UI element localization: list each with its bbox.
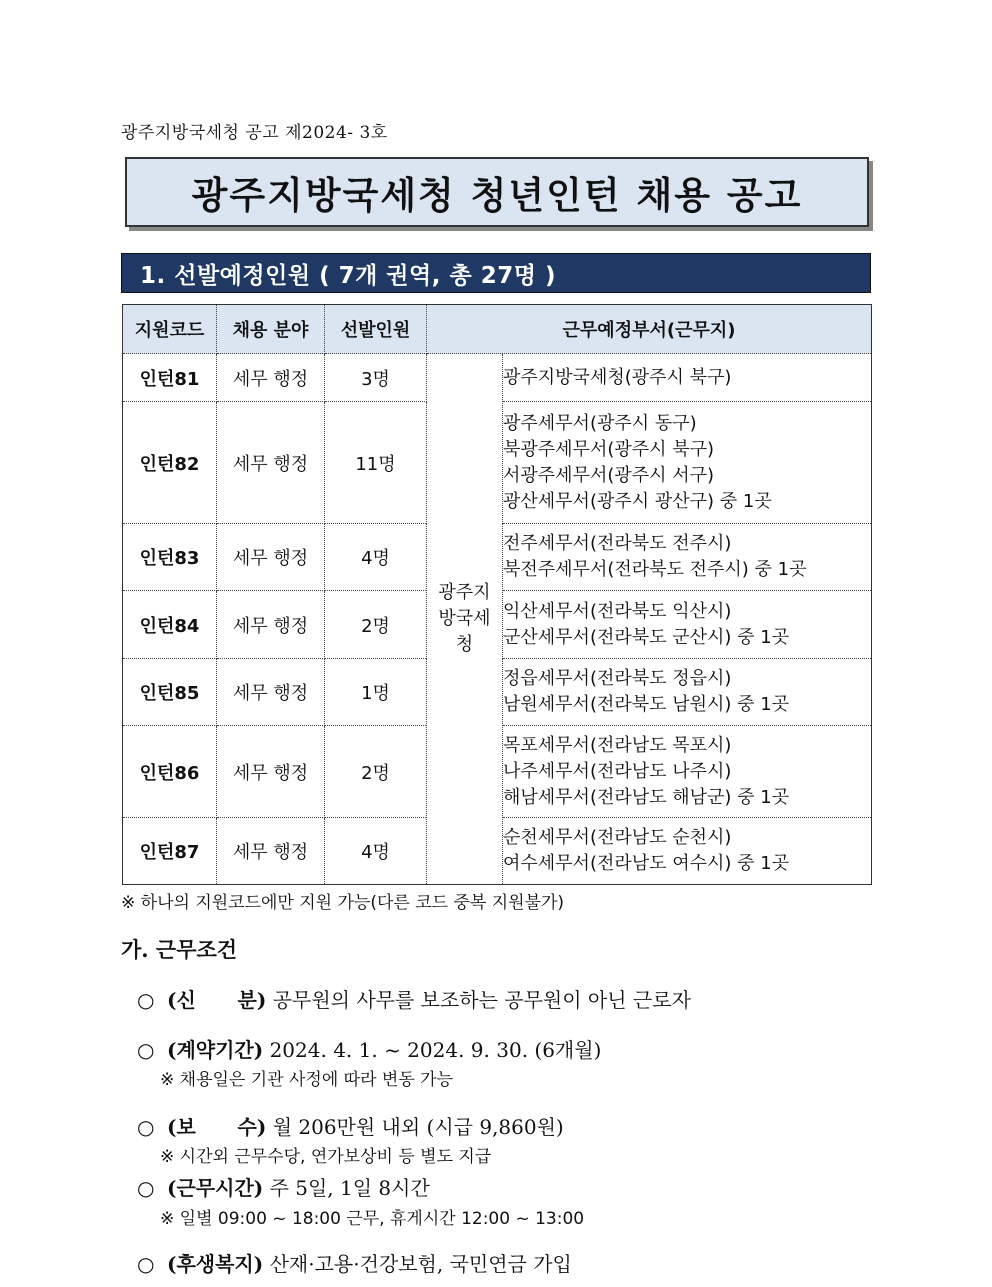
condition-welfare (137, 1248, 572, 1277)
condition-period (137, 1034, 601, 1063)
table-note: ※ 하나의 지원코드에만 지원 가능(다른 코드 중복 지원불가) (121, 893, 565, 913)
office-cell (427, 354, 503, 885)
row-code: 인턴85 (123, 659, 217, 726)
row-field: 세무 행정 (217, 659, 325, 726)
row-field: 세무 행정 (217, 818, 325, 885)
row-locations (503, 659, 872, 726)
row-field: 세무 행정 (217, 402, 325, 524)
row-count: 2명 (325, 726, 427, 818)
status-text: 공무원의 사무를 보조하는 공무원이 아닌 근로자 (272, 988, 691, 1012)
header-code: 지원코드 (123, 305, 217, 354)
office-name: 광주지방국세청 (438, 582, 491, 655)
page-title: 광주지방국세청 청년인턴 채용 공고 (191, 174, 803, 217)
row-count: 11명 (325, 402, 427, 524)
row-code: 인턴86 (123, 726, 217, 818)
location-line: 나주세무서(전라남도 나주시) (503, 760, 732, 782)
location-line: 순천세무서(전라남도 순천시) (503, 827, 732, 848)
row-locations (503, 354, 872, 402)
row-locations (503, 726, 872, 818)
bullet-icon: ○ (137, 988, 155, 1012)
row-count: 4명 (325, 818, 427, 885)
pay-text: 월 206만원 내외 (시급 9,860원) (272, 1115, 564, 1139)
period-note: ※ 채용일은 기관 사정에 따라 변동 가능 (160, 1070, 453, 1090)
location-line: 여수세무서(전라남도 여수시) 중 1곳 (503, 853, 790, 874)
table-header-row (123, 305, 872, 354)
bullet-icon: ○ (137, 1038, 155, 1062)
location-line: 북광주세무서(광주시 북구) (503, 438, 715, 460)
row-count: 1명 (325, 659, 427, 726)
location-line: 남원세무서(전라북도 남원시) 중 1곳 (503, 694, 790, 715)
welfare-label: (후생복지) (167, 1252, 264, 1276)
location-line: 광주지방국세청(광주시 북구) (503, 366, 732, 388)
header-field: 채용 분야 (217, 305, 325, 354)
row-locations (503, 591, 872, 659)
row-count: 3명 (325, 354, 427, 402)
location-line: 서광주세무서(광주시 서구) (503, 464, 715, 486)
hours-text: 주 5일, 1일 8시간 (269, 1176, 430, 1200)
welfare-text: 산재·고용·건강보험, 국민연금 가입 (269, 1252, 572, 1276)
row-field: 세무 행정 (217, 726, 325, 818)
location-line: 광주세무서(광주시 동구) (503, 412, 697, 434)
row-locations (503, 818, 872, 885)
title-box (125, 157, 869, 227)
location-line: 해남세무서(전라남도 해남군) 중 1곳 (503, 786, 790, 808)
location-line: 전주세무서(전라북도 전주시) (503, 533, 732, 554)
row-count: 2명 (325, 591, 427, 659)
row-count: 4명 (325, 524, 427, 591)
row-code: 인턴81 (123, 354, 217, 402)
location-line: 군산세무서(전라북도 군산시) 중 1곳 (503, 626, 790, 648)
bullet-icon: ○ (137, 1115, 155, 1139)
hours-note: ※ 일별 09:00 ~ 18:00 근무, 휴게시간 12:00 ~ 13:00 (160, 1209, 585, 1229)
row-locations (503, 524, 872, 591)
bullet-icon: ○ (137, 1176, 155, 1200)
header-count: 선발인원 (325, 305, 427, 354)
section-header (121, 253, 871, 293)
location-line: 정읍세무서(전라북도 정읍시) (503, 668, 732, 689)
period-label: (계약기간) (167, 1038, 264, 1062)
pay-note: ※ 시간외 근무수당, 연가보상비 등 별도 지급 (160, 1147, 492, 1167)
section-title: 1. 선발예정인원 ( 7개 권역, 총 27명 ) (140, 262, 556, 289)
row-code: 인턴87 (123, 818, 217, 885)
location-line: 목포세무서(전라남도 목포시) (503, 734, 732, 756)
recruitment-table (122, 304, 872, 885)
row-field: 세무 행정 (217, 524, 325, 591)
row-code: 인턴84 (123, 591, 217, 659)
condition-hours (137, 1172, 430, 1201)
hours-label: (근무시간) (167, 1176, 264, 1200)
row-field: 세무 행정 (217, 354, 325, 402)
bullet-icon: ○ (137, 1252, 155, 1276)
row-locations (503, 402, 872, 524)
pay-label: (보 수) (167, 1115, 267, 1139)
notice-number: 광주지방국세청 공고 제2024- 3호 (121, 123, 388, 143)
condition-status (137, 984, 691, 1013)
row-field: 세무 행정 (217, 591, 325, 659)
subsection-title: 가. 근무조건 (121, 937, 238, 962)
period-text: 2024. 4. 1. ~ 2024. 9. 30. (6개월) (269, 1038, 602, 1062)
location-line: 북전주세무서(전라북도 전주시) 중 1곳 (503, 559, 807, 580)
table-row (123, 354, 872, 402)
row-code: 인턴83 (123, 524, 217, 591)
location-line: 광산세무서(광주시 광산구) 중 1곳 (503, 490, 772, 512)
condition-pay (137, 1111, 564, 1140)
status-label: (신 분) (167, 988, 267, 1012)
location-line: 익산세무서(전라북도 익산시) (503, 600, 732, 622)
row-code: 인턴82 (123, 402, 217, 524)
header-location: 근무예정부서(근무지) (427, 305, 872, 354)
